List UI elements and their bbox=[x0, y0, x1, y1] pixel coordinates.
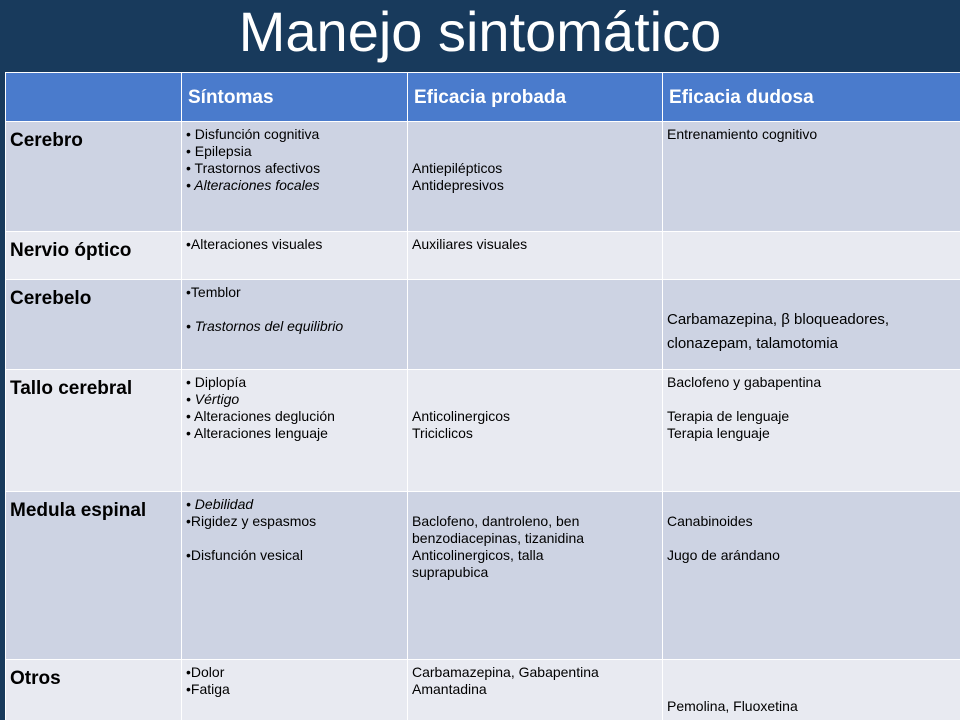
cell-line: •Dolor bbox=[186, 664, 225, 680]
cell-line: • Epilepsia bbox=[186, 143, 252, 159]
cell-line bbox=[667, 496, 956, 513]
cell-line: Pemolina, Fluoxetina bbox=[667, 698, 798, 714]
header-row bbox=[6, 73, 960, 122]
cell-line: suprapubica bbox=[412, 564, 489, 580]
treatment-table-container bbox=[5, 72, 960, 720]
cell-line bbox=[667, 681, 956, 698]
cell-line bbox=[667, 664, 956, 681]
table-row bbox=[6, 232, 960, 280]
cell-line: clonazepam, talamotomia bbox=[667, 335, 838, 352]
proven-cell bbox=[408, 232, 663, 280]
table-row bbox=[6, 492, 960, 660]
cell-line: Auxiliares visuales bbox=[412, 236, 528, 252]
cell-line bbox=[412, 391, 658, 408]
doubtful-cell bbox=[663, 280, 960, 370]
cell-line: Carbamazepina, β bloqueadores, bbox=[667, 311, 890, 328]
table-row bbox=[6, 122, 960, 232]
symptoms-cell bbox=[182, 122, 408, 232]
cell-line: Amantadina bbox=[412, 681, 487, 697]
cell-line bbox=[667, 284, 956, 308]
row-label: Otros bbox=[6, 660, 182, 720]
cell-line: • Alteraciones lenguaje bbox=[186, 425, 328, 441]
table-row bbox=[6, 660, 960, 720]
row-label: Cerebelo bbox=[6, 280, 182, 370]
proven-cell bbox=[408, 122, 663, 232]
header-cell-proven: Eficacia probada bbox=[408, 73, 663, 122]
row-label: Cerebro bbox=[6, 122, 182, 232]
cell-line: • Trastornos afectivos bbox=[186, 160, 321, 176]
cell-line: Terapia de lenguaje bbox=[667, 408, 790, 424]
cell-line: • Alteraciones deglución bbox=[186, 408, 335, 424]
cell-line: •Temblor bbox=[186, 284, 241, 300]
symptoms-cell bbox=[182, 232, 408, 280]
cell-line: •Fatiga bbox=[186, 681, 230, 697]
cell-line bbox=[667, 530, 956, 547]
row-label: Nervio óptico bbox=[6, 232, 182, 280]
cell-line: •Rigidez y espasmos bbox=[186, 513, 317, 529]
cell-line: • Debilidad bbox=[186, 496, 254, 512]
cell-line: Jugo de arándano bbox=[667, 547, 780, 563]
table-row bbox=[6, 370, 960, 492]
header-cell-corner bbox=[6, 73, 182, 122]
doubtful-cell bbox=[663, 232, 960, 280]
table-row bbox=[6, 280, 960, 370]
header-cell-symptoms: Síntomas bbox=[182, 73, 408, 122]
proven-cell bbox=[408, 280, 663, 370]
row-label: Tallo cerebral bbox=[6, 370, 182, 492]
cell-line: Baclofeno, dantroleno, ben bbox=[412, 513, 580, 529]
symptoms-cell bbox=[182, 492, 408, 660]
header-cell-doubtful: Eficacia dudosa bbox=[663, 73, 960, 122]
cell-line bbox=[186, 530, 403, 547]
slide-title: Manejo sintomático bbox=[238, 0, 722, 63]
cell-line bbox=[667, 391, 956, 408]
cell-line bbox=[412, 126, 658, 143]
symptoms-cell bbox=[182, 660, 408, 720]
cell-line: Antidepresivos bbox=[412, 177, 504, 193]
cell-line: Anticolinergicos, talla bbox=[412, 547, 544, 563]
cell-line bbox=[412, 374, 658, 391]
cell-line bbox=[186, 301, 403, 318]
cell-line: •Disfunción vesical bbox=[186, 547, 303, 563]
symptoms-cell bbox=[182, 370, 408, 492]
doubtful-cell bbox=[663, 370, 960, 492]
treatment-table bbox=[5, 72, 960, 720]
cell-line bbox=[412, 143, 658, 160]
doubtful-cell bbox=[663, 660, 960, 720]
cell-line: • Alteraciones focales bbox=[186, 177, 320, 193]
cell-line: • Vértigo bbox=[186, 391, 240, 407]
cell-line: • Trastornos del equilibrio bbox=[186, 318, 344, 334]
cell-line: Canabinoides bbox=[667, 513, 753, 529]
cell-line: Triciclicos bbox=[412, 425, 473, 441]
cell-line: Antiepilépticos bbox=[412, 160, 503, 176]
symptoms-cell bbox=[182, 280, 408, 370]
row-label: Medula espinal bbox=[6, 492, 182, 660]
cell-line bbox=[412, 496, 658, 513]
cell-line: • Diplopía bbox=[186, 374, 247, 390]
cell-line: Anticolinergicos bbox=[412, 408, 511, 424]
cell-line: Baclofeno y gabapentina bbox=[667, 374, 822, 390]
doubtful-cell bbox=[663, 492, 960, 660]
cell-line: Carbamazepina, Gabapentina bbox=[412, 664, 599, 680]
cell-line: Entrenamiento cognitivo bbox=[667, 126, 818, 142]
cell-line: •Alteraciones visuales bbox=[186, 236, 323, 252]
cell-line: benzodiacepinas, tizanidina bbox=[412, 530, 585, 546]
doubtful-cell bbox=[663, 122, 960, 232]
cell-line: Terapia lenguaje bbox=[667, 425, 770, 441]
proven-cell bbox=[408, 492, 663, 660]
proven-cell bbox=[408, 370, 663, 492]
proven-cell bbox=[408, 660, 663, 720]
cell-line: • Disfunción cognitiva bbox=[186, 126, 320, 142]
